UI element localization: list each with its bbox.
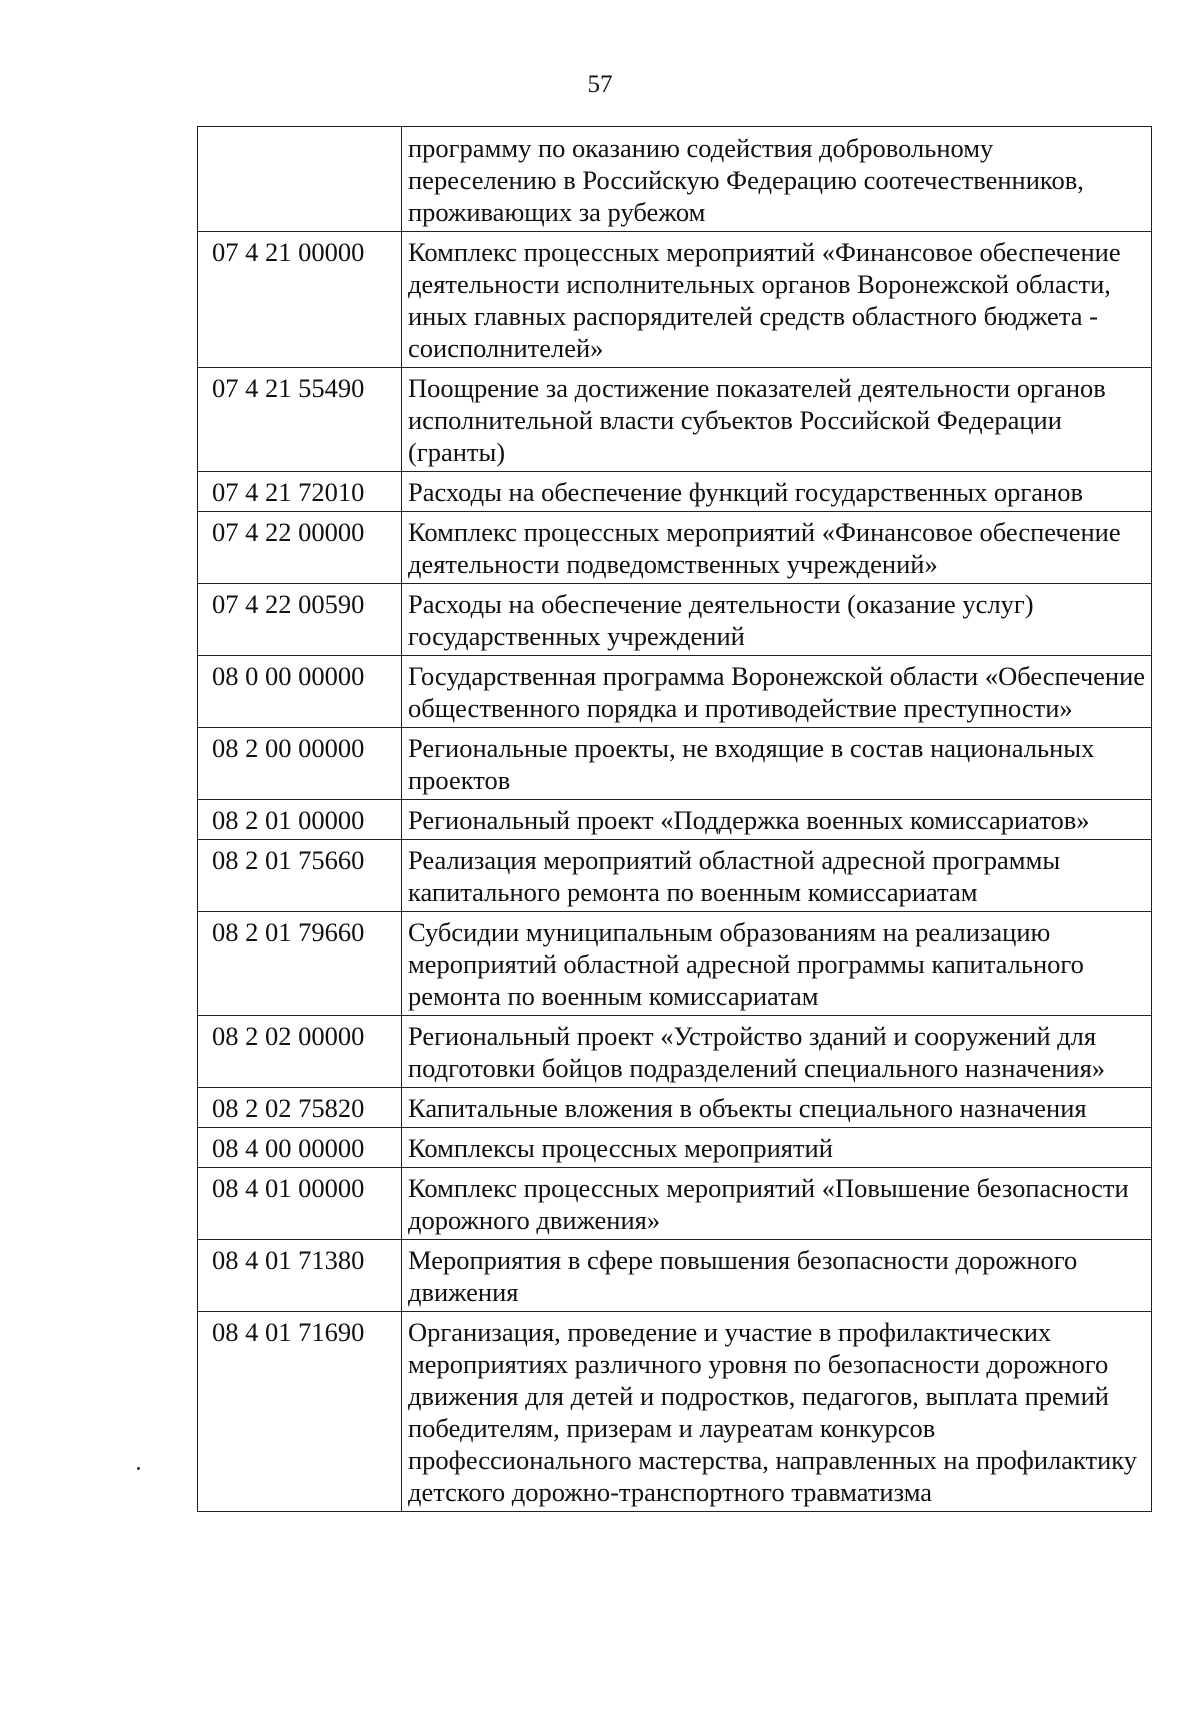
table-row (198, 512, 1152, 584)
table-row (198, 728, 1152, 800)
row-name: Комплекс процессных мероприятий «Финансовое обеспечение деятельности исполнительных органов Воронежской области, иных главных распорядителей средств областного бюджета - соисполнителей» (402, 232, 1152, 368)
row-code: 07 4 22 00000 (198, 512, 402, 584)
table-row (198, 1088, 1152, 1128)
row-name: Региональный проект «Поддержка военных комиссариатов» (402, 800, 1152, 840)
row-code: 08 4 01 71380 (198, 1240, 402, 1312)
table-row (198, 584, 1152, 656)
row-name: Расходы на обеспечение функций государственных органов (402, 472, 1152, 512)
table-row (198, 800, 1152, 840)
row-name: Региональные проекты, не входящие в состав национальных проектов (402, 728, 1152, 800)
row-code: 08 2 02 75820 (198, 1088, 402, 1128)
row-name: Региональный проект «Устройство зданий и сооружений для подготовки бойцов подразделений специального назначения» (402, 1016, 1152, 1088)
row-name: Комплекс процессных мероприятий «Финансовое обеспечение деятельности подведомственных учреждений» (402, 512, 1152, 584)
row-code: 07 4 21 00000 (198, 232, 402, 368)
table-row (198, 840, 1152, 912)
row-name: Реализация мероприятий областной адресной программы капитального ремонта по военным комиссариатам (402, 840, 1152, 912)
row-name: Поощрение за достижение показателей деятельности органов исполнительной власти субъектов Российской Федерации (гранты) (402, 368, 1152, 472)
row-name: Комплексы процессных мероприятий (402, 1128, 1152, 1168)
table-row (198, 127, 1152, 232)
row-code (198, 127, 402, 232)
table-row (198, 656, 1152, 728)
table-row (198, 912, 1152, 1016)
row-name: Капитальные вложения в объекты специального назначения (402, 1088, 1152, 1128)
row-code: 08 2 01 75660 (198, 840, 402, 912)
table-row (198, 368, 1152, 472)
budget-classification-table (197, 126, 1152, 1512)
row-name: Государственная программа Воронежской области «Обеспечение общественного порядка и противодействие преступности» (402, 656, 1152, 728)
row-name: Субсидии муниципальным образованиям на реализацию мероприятий областной адресной программы капитального ремонта по военным комиссариатам (402, 912, 1152, 1016)
row-code: 08 0 00 00000 (198, 656, 402, 728)
table-row (198, 1312, 1152, 1512)
scan-speck (137, 1467, 140, 1470)
table-row (198, 1168, 1152, 1240)
row-code: 07 4 21 72010 (198, 472, 402, 512)
row-name: Организация, проведение и участие в профилактических мероприятиях различного уровня по безопасности дорожного движения для детей и подростков, педагогов, выплата премий победителям, призерам и лауреатам конкурсов профессионального мастерства, направленных на профилактику детского дорожно-транспортного травматизма (402, 1312, 1152, 1512)
row-code: 08 2 01 79660 (198, 912, 402, 1016)
row-code: 08 4 01 71690 (198, 1312, 402, 1512)
row-code: 07 4 21 55490 (198, 368, 402, 472)
row-code: 07 4 22 00590 (198, 584, 402, 656)
row-name: Мероприятия в сфере повышения безопасности дорожного движения (402, 1240, 1152, 1312)
table-body (198, 127, 1152, 1512)
table-row (198, 1016, 1152, 1088)
row-code: 08 2 01 00000 (198, 800, 402, 840)
table-row (198, 232, 1152, 368)
page-number: 57 (587, 71, 613, 98)
table-row (198, 1128, 1152, 1168)
row-name: Расходы на обеспечение деятельности (оказание услуг) государственных учреждений (402, 584, 1152, 656)
row-name: Комплекс процессных мероприятий «Повышение безопасности дорожного движения» (402, 1168, 1152, 1240)
row-code: 08 2 00 00000 (198, 728, 402, 800)
table-row (198, 1240, 1152, 1312)
row-name: программу по оказанию содействия добровольному переселению в Российскую Федерацию соотечественников, проживающих за рубежом (402, 127, 1152, 232)
row-code: 08 2 02 00000 (198, 1016, 402, 1088)
table-row (198, 472, 1152, 512)
row-code: 08 4 01 00000 (198, 1168, 402, 1240)
row-code: 08 4 00 00000 (198, 1128, 402, 1168)
